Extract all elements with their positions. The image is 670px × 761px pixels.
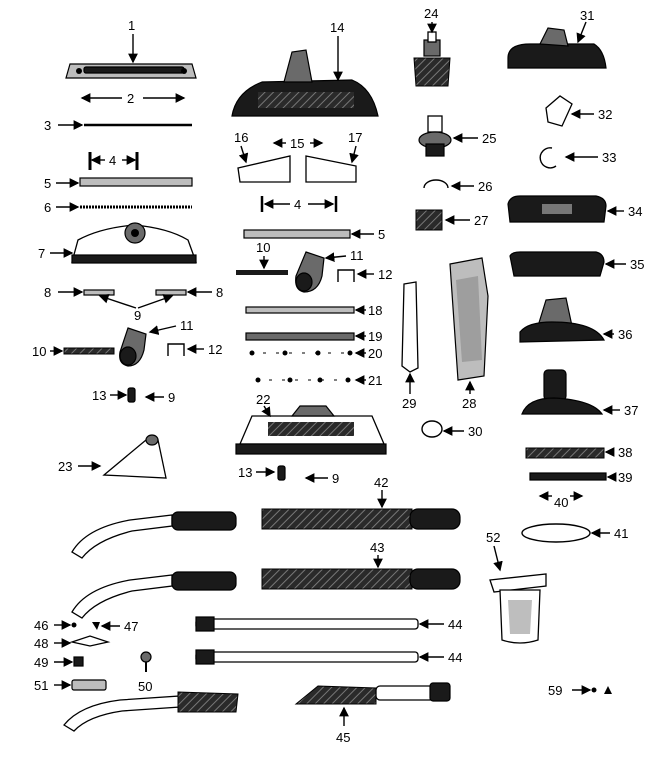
part-32-shape: [546, 96, 572, 126]
part-21-shape: [256, 378, 351, 383]
label-59: 59: [548, 683, 563, 698]
label-12b: 12: [378, 267, 393, 282]
label-14: 14: [330, 20, 345, 35]
label-4b: 4: [294, 197, 302, 212]
label-5a: 5: [44, 176, 52, 191]
callout-line-16: [241, 146, 246, 162]
label-27: 27: [474, 213, 489, 228]
label-23: 23: [58, 459, 73, 474]
label-35: 35: [630, 257, 645, 272]
label-44a: 44: [448, 617, 463, 632]
part-30-shape: [422, 421, 442, 437]
label-25: 25: [482, 131, 497, 146]
label-31: 31: [580, 8, 595, 23]
part-59-shape: [592, 686, 613, 694]
callout-line-9a-right: [138, 296, 172, 308]
part-13a-shape: [128, 388, 135, 402]
part-45-shape: [296, 683, 450, 704]
label-21: 21: [368, 373, 383, 388]
label-24: 24: [424, 6, 439, 21]
label-16: 16: [234, 130, 249, 145]
part-7-shape: [72, 223, 196, 263]
part-34-shape: [508, 196, 606, 222]
part-8a-shape: [84, 290, 114, 295]
callout-line-52: [494, 546, 500, 570]
label-48: 48: [34, 636, 49, 651]
part-29-shape: [402, 282, 418, 372]
label-17: 17: [348, 130, 363, 145]
part-18-shape: [246, 307, 354, 313]
label-9a: 9: [134, 308, 142, 323]
part-52-shape: [490, 574, 546, 643]
label-32: 32: [598, 107, 613, 122]
part-22-shape: [236, 406, 386, 454]
part-44a-shape: [196, 617, 418, 631]
label-13b: 13: [238, 465, 253, 480]
part-17-shape: [306, 156, 356, 182]
part-41-shape: [522, 524, 590, 542]
label-45: 45: [336, 730, 351, 745]
part-47-shape: [92, 622, 100, 630]
label-39: 39: [618, 470, 633, 485]
part-39-shape: [530, 473, 606, 480]
part-28-shape: [450, 258, 488, 380]
label-6: 6: [44, 200, 52, 215]
part-51-shape: [72, 680, 106, 690]
callout-line-17: [352, 146, 356, 162]
label-4a: 4: [109, 153, 117, 168]
label-33: 33: [602, 150, 617, 165]
part-26-shape: [424, 180, 448, 188]
part-27-shape: [416, 210, 442, 230]
label-13a: 13: [92, 388, 107, 403]
label-22: 22: [256, 392, 271, 407]
callout-line-22: [264, 406, 270, 416]
callout-line-11b: [326, 256, 346, 258]
part-44b-shape: [196, 650, 418, 664]
label-9c: 9: [332, 471, 340, 486]
label-19: 19: [368, 329, 383, 344]
label-9b: 9: [168, 390, 176, 405]
part-50-shape: [141, 652, 151, 672]
label-43: 43: [370, 540, 385, 555]
part-5-shape: [80, 178, 192, 186]
label-15: 15: [290, 136, 305, 151]
label-40: 40: [554, 495, 569, 510]
part-12a-shape: [168, 344, 184, 356]
part-8b-shape: [156, 290, 186, 295]
label-46: 46: [34, 618, 49, 633]
part-13b-shape: [278, 466, 285, 480]
part-24-shape: [414, 32, 450, 86]
label-10b: 10: [256, 240, 271, 255]
label-18: 18: [368, 303, 383, 318]
callout-line-31: [578, 22, 586, 42]
label-36: 36: [618, 327, 633, 342]
part-31-shape: [508, 28, 606, 68]
part-48-shape: [72, 636, 108, 646]
label-11b: 11: [350, 248, 364, 263]
label-8b: 8: [216, 285, 224, 300]
part-36-shape: [520, 298, 604, 342]
label-38: 38: [618, 445, 633, 460]
label-11a: 11: [180, 318, 194, 333]
part-38-shape: [526, 448, 604, 458]
label-49: 49: [34, 655, 49, 670]
part-1-shape: [66, 64, 196, 78]
label-2: 2: [127, 91, 135, 106]
part-12b-shape: [338, 270, 354, 282]
part-19-shape: [246, 333, 354, 340]
part-20-shape: [250, 351, 353, 356]
label-20: 20: [368, 346, 383, 361]
part-11b-shape: [296, 252, 324, 292]
part-11a-shape: [120, 328, 146, 366]
label-50: 50: [138, 679, 153, 694]
part-46-shape: [72, 623, 77, 628]
label-1: 1: [128, 18, 136, 33]
part-43-shape: [262, 569, 460, 589]
part-10a-shape: [64, 348, 114, 354]
label-5b: 5: [378, 227, 386, 242]
label-3: 3: [44, 118, 52, 133]
label-34: 34: [628, 204, 643, 219]
part-33-shape: [540, 148, 556, 168]
part-37-shape: [522, 370, 602, 414]
label-12a: 12: [208, 342, 223, 357]
part-42-shape: [262, 509, 460, 529]
callout-line-11a: [150, 326, 176, 332]
label-8a: 8: [44, 285, 52, 300]
label-26: 26: [478, 179, 493, 194]
label-47: 47: [124, 619, 139, 634]
part-5-middle-shape: [244, 230, 350, 238]
wand-handle-upper: [72, 512, 236, 558]
label-42: 42: [374, 475, 389, 490]
part-10b-shape: [236, 270, 288, 275]
label-7: 7: [38, 246, 46, 261]
part-14-shape: [232, 50, 378, 116]
part-49-shape: [74, 657, 83, 666]
label-10a: 10: [32, 344, 47, 359]
wand-handle-lower: [72, 572, 236, 618]
label-30: 30: [468, 424, 483, 439]
label-44b: 44: [448, 650, 463, 665]
part-25-shape: [419, 116, 451, 156]
callout-line-9a-left: [100, 296, 136, 308]
label-29: 29: [402, 396, 417, 411]
wand-with-brush: [64, 692, 238, 731]
part-35-shape: [510, 252, 604, 276]
part-23-shape: [104, 435, 166, 478]
label-37: 37: [624, 403, 639, 418]
label-28: 28: [462, 396, 477, 411]
label-41: 41: [614, 526, 629, 541]
label-51: 51: [34, 678, 49, 693]
label-52: 52: [486, 530, 501, 545]
